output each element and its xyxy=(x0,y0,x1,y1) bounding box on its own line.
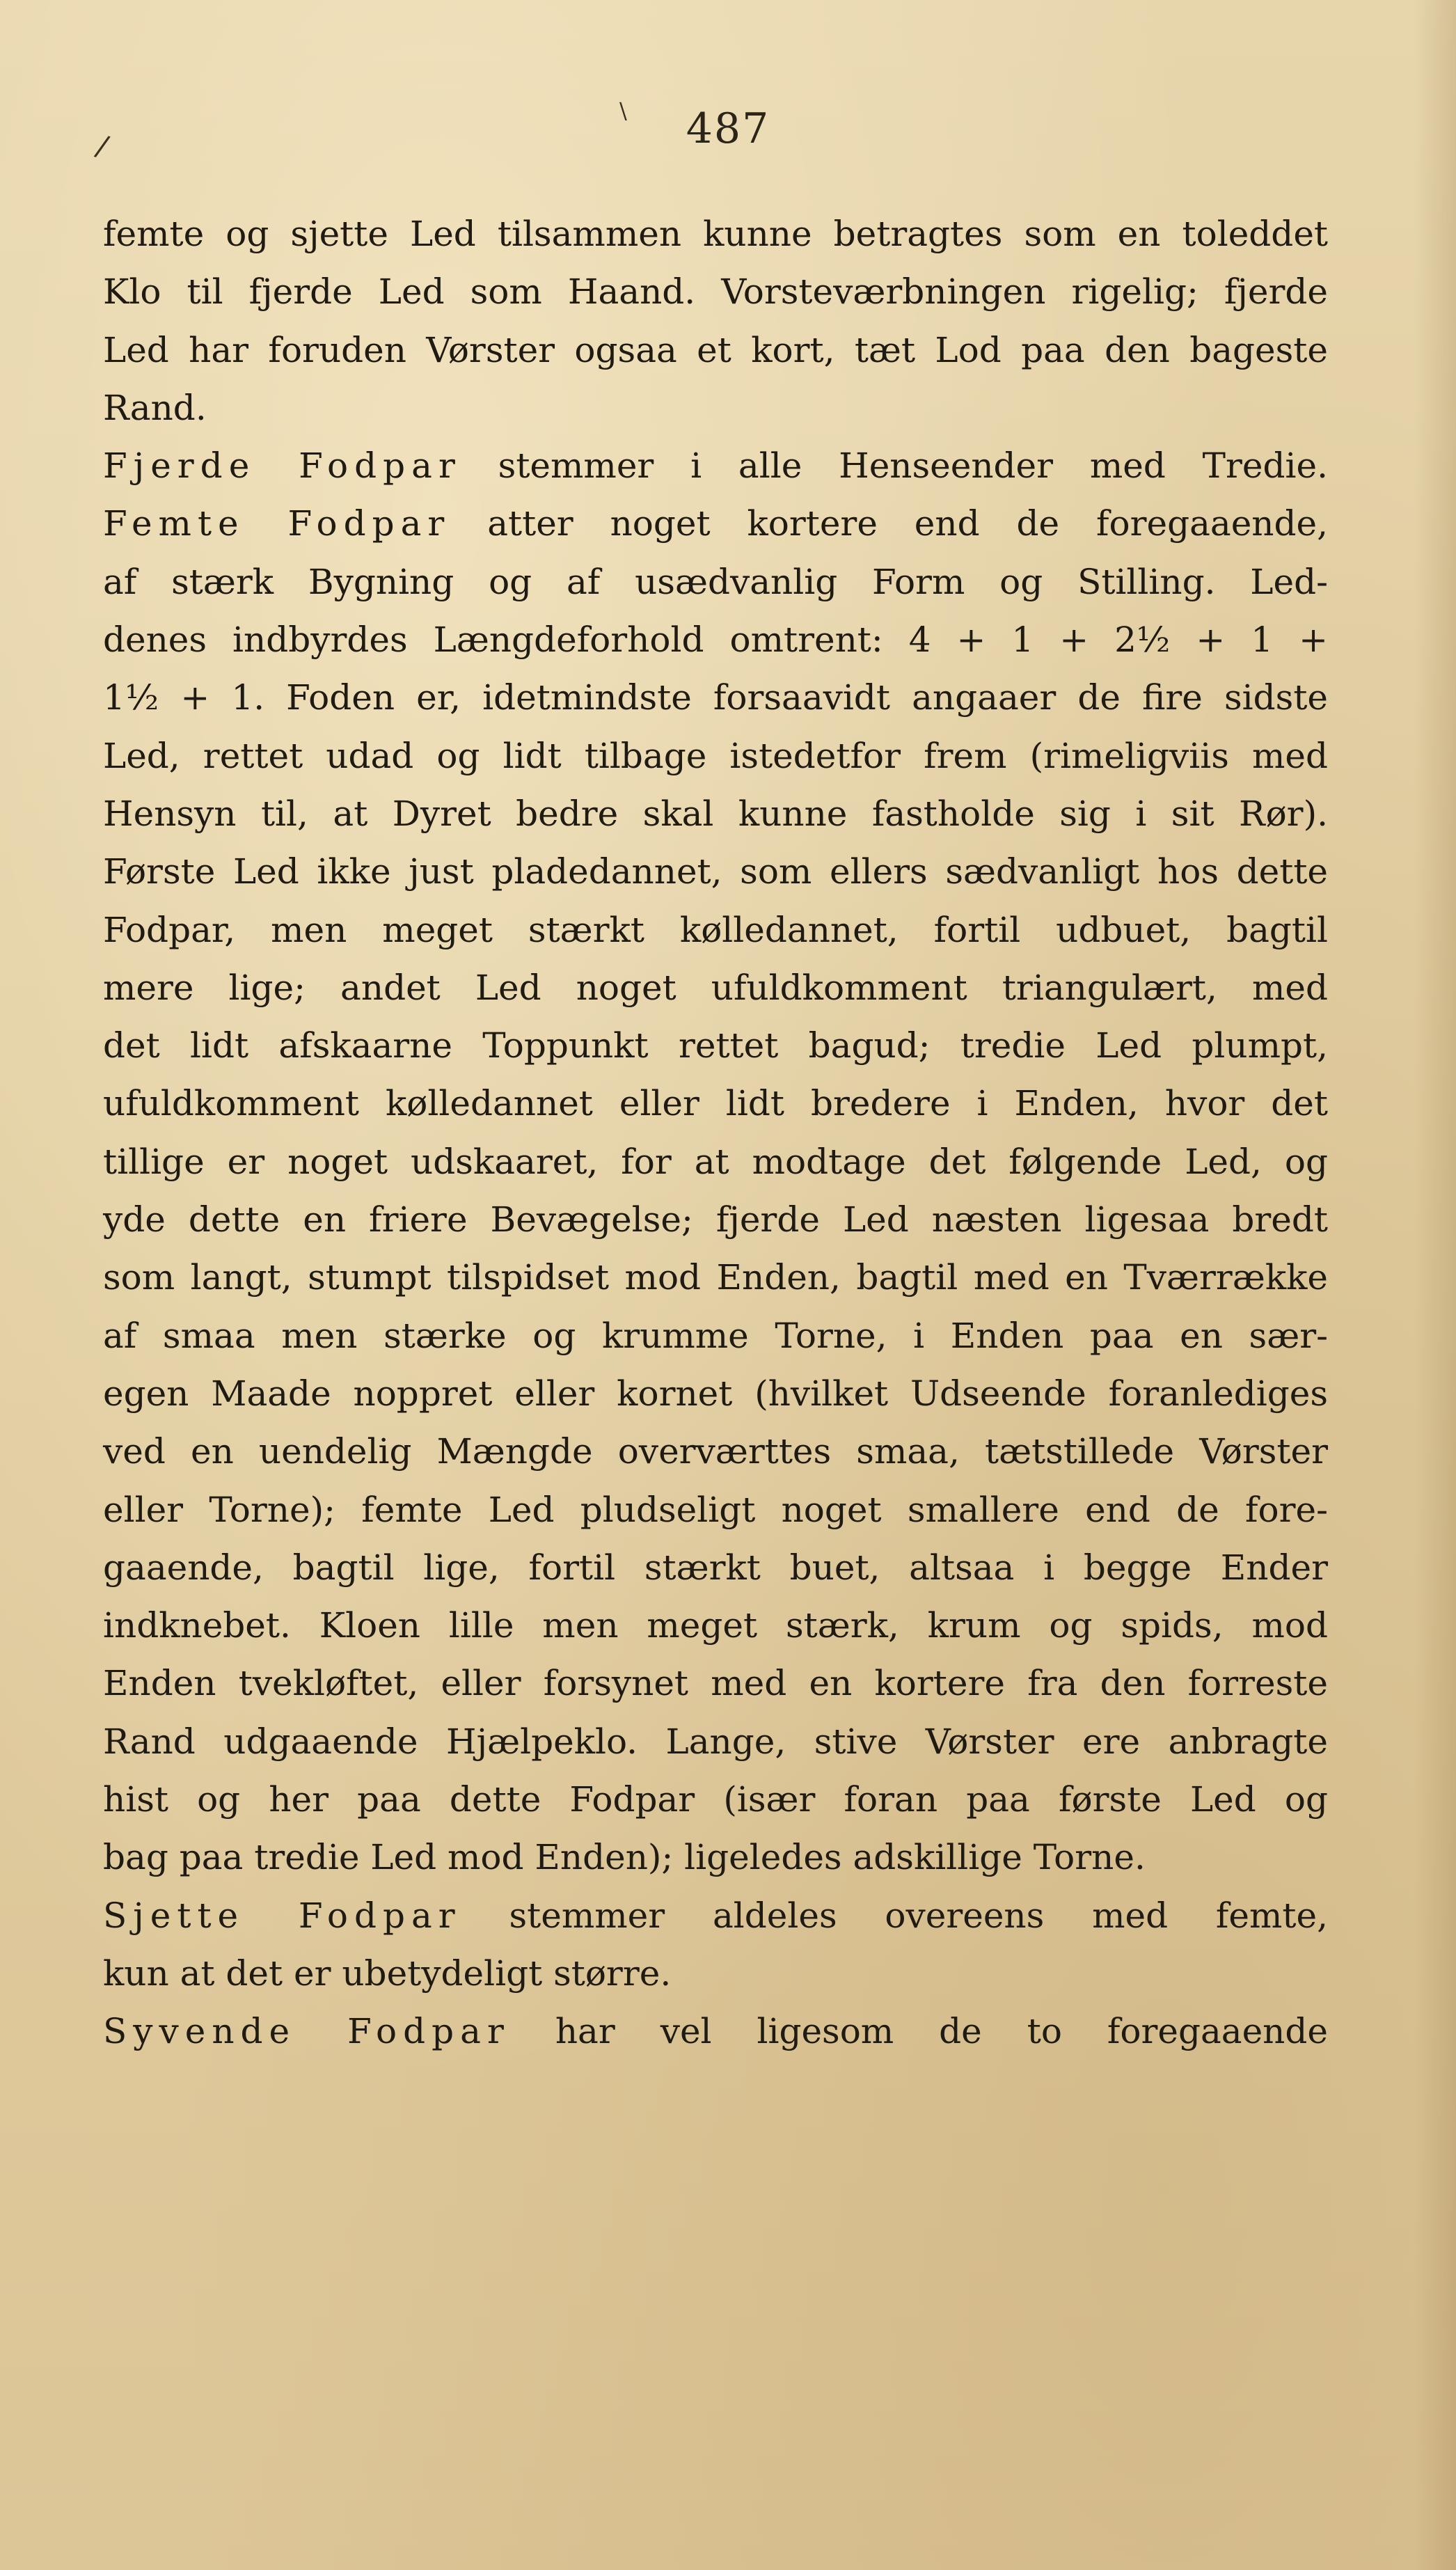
text-line: Sjette Fodpar stemmer aldeles overeens med femte, xyxy=(103,1895,1328,1936)
text-line: hist og her paa dette Fodpar (især foran paa første Led og xyxy=(103,1779,1328,1820)
text-line: kun at det er ubetydeligt større. xyxy=(103,1953,672,1994)
spaced-heading: Syvende Fodpar xyxy=(103,2011,510,2052)
text-line: det lidt afskaarne Toppunkt rettet bagud; tredie Led plumpt, xyxy=(103,1025,1328,1066)
text-line: gaaende, bagtil lige, fortil stærkt buet, altsaa i begge Ender xyxy=(103,1547,1328,1588)
text-line: Rand. xyxy=(103,387,207,428)
spaced-heading: Fjerde Fodpar xyxy=(103,446,461,487)
text-line: Enden tvekløftet, eller forsynet med en kortere fra den forreste xyxy=(103,1663,1328,1704)
text-line: egen Maade noppret eller kornet (hvilket Udseende foranlediges xyxy=(103,1373,1328,1414)
page-number: 487 xyxy=(686,104,770,153)
text-line: af stærk Bygning og af usædvanlig Form og Stilling. Led- xyxy=(103,561,1328,602)
text-line: mere lige; andet Led noget ufuldkomment triangulært, med xyxy=(103,967,1328,1008)
text-line: som langt, stumpt tilspidset mod Enden, bagtil med en Tværrække xyxy=(103,1257,1328,1298)
text-line: Første Led ikke just pladedannet, som ellers sædvanligt hos dette xyxy=(103,851,1328,892)
text-line: bag paa tredie Led mod Enden); ligeledes adskillige Torne. xyxy=(103,1837,1146,1878)
text-line: Hensyn til, at Dyret bedre skal kunne fastholde sig i sit Rør). xyxy=(103,793,1328,834)
text-line: indknebet. Kloen lille men meget stærk, krum og spids, mod xyxy=(103,1605,1328,1646)
text-line: Led har foruden Vørster ogsaa et kort, tæt Lod paa den bageste xyxy=(103,329,1328,370)
text-line: Klo til fjerde Led som Haand. Vorsteværbningen rigelig; fjerde xyxy=(103,271,1328,313)
spaced-heading: Femte Fodpar xyxy=(103,503,451,544)
spaced-heading: Sjette Fodpar xyxy=(103,1895,461,1936)
text-line: tillige er noget udskaaret, for at modtage det følgende Led, og xyxy=(103,1141,1328,1182)
text-line: denes indbyrdes Længdeforhold omtrent: 4 + 1 + 2½ + 1 + xyxy=(103,620,1328,661)
text-line: Femte Fodpar atter noget kortere end de foregaaende, xyxy=(103,503,1328,544)
text-line: Rand udgaaende Hjælpeklo. Lange, stive Vørster ere anbragte xyxy=(103,1721,1328,1762)
text-line: yde dette en friere Bevægelse; fjerde Led næsten ligesaa bredt xyxy=(103,1199,1328,1240)
text-line: eller Torne); femte Led pludseligt noget smallere end de fore- xyxy=(103,1489,1328,1530)
text-line: ved en uendelig Mængde overværttes smaa, tætstillede Vørster xyxy=(103,1431,1328,1472)
text-line: ufuldkomment kølledannet eller lidt bredere i Enden, hvor det xyxy=(103,1083,1328,1124)
text-line: Led, rettet udad og lidt tilbage istedetfor frem (rimeligviis med xyxy=(103,735,1328,776)
stray-mark-left: / xyxy=(92,128,113,164)
stray-mark-top: \ xyxy=(619,97,627,124)
text-line: af smaa men stærke og krumme Torne, i Enden paa en sær- xyxy=(103,1315,1328,1356)
text-line: 1½ + 1. Foden er, idetmindste forsaavidt angaaer de fire sidste xyxy=(103,677,1328,718)
text-line: Fodpar, men meget stærkt kølledannet, fortil udbuet, bagtil xyxy=(103,909,1328,950)
page-edge-shadow xyxy=(1414,0,1456,2570)
text-line: femte og sjette Led tilsammen kunne betragtes som en toleddet xyxy=(103,214,1328,254)
text-line: Syvende Fodpar har vel ligesom de to foregaaende xyxy=(103,2011,1328,2052)
text-line: Fjerde Fodpar stemmer i alle Henseender med Tredie. xyxy=(103,446,1328,487)
body-text xyxy=(103,205,1328,2061)
